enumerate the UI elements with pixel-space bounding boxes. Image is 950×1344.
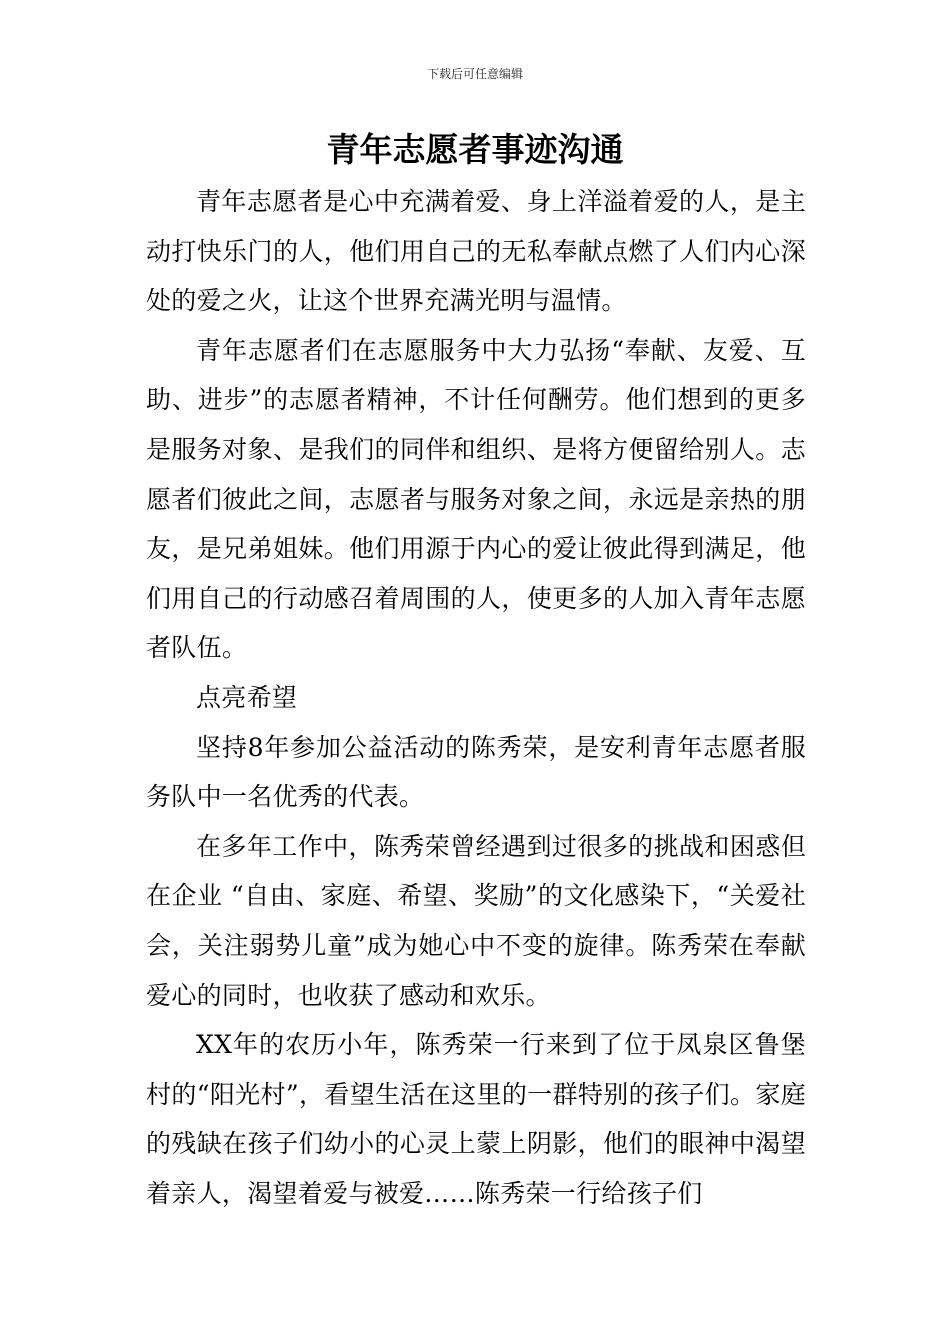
paragraph-representative: 坚持8年参加公益活动的陈秀荣，是安利青年志愿者服务队中一名优秀的代表。 xyxy=(146,732,806,812)
document-body xyxy=(146,177,806,1218)
paragraph-spirit: 青年志愿者们在志愿服务中大力弘扬“奉献、友爱、互助、进步”的志愿者精神，不计任何酬劳。他们想到的更多是服务对象、是我们的同伴和组织、是将方便留给别人。志愿者们彼此之间，志愿者与服务对象之间，永远是亲热的朋友，是兄弟姐妹。他们用源于内心的爱让彼此得到满足，他们用自己的行动感召着周围的人，使更多的人加入青年志愿者队伍。 xyxy=(146,335,806,663)
paragraph-intro: 青年志愿者是心中充满着爱、身上洋溢着爱的人，是主动打快乐门的人，他们用自己的无私奉献点燃了人们内心深处的爱之火，让这个世界充满光明与温情。 xyxy=(146,187,806,316)
paragraph-visit: XX年的农历小年，陈秀荣一行来到了位于凤泉区鲁堡村的“阳光村”，看望生活在这里的一群特别的孩子们。家庭的残缺在孩子们幼小的心灵上蒙上阴影，他们的眼神中渴望着亲人，渴望着爱与被爱……陈秀荣一行给孩子们 xyxy=(146,1030,806,1208)
section-heading: 点亮希望 xyxy=(196,682,298,712)
paragraph-challenges: 在多年工作中，陈秀荣曾经遇到过很多的挑战和困惑但在企业 “自由、家庭、希望、奖励”的文化感染下，“关爱社会，关注弱势儿童”成为她心中不变的旋律。陈秀荣在奉献爱心的同时，也收获了感动和欢乐。 xyxy=(146,831,806,1010)
header-note: 下载后可任意编辑 xyxy=(426,67,523,81)
document-title: 青年志愿者事迹沟通 xyxy=(326,130,624,169)
